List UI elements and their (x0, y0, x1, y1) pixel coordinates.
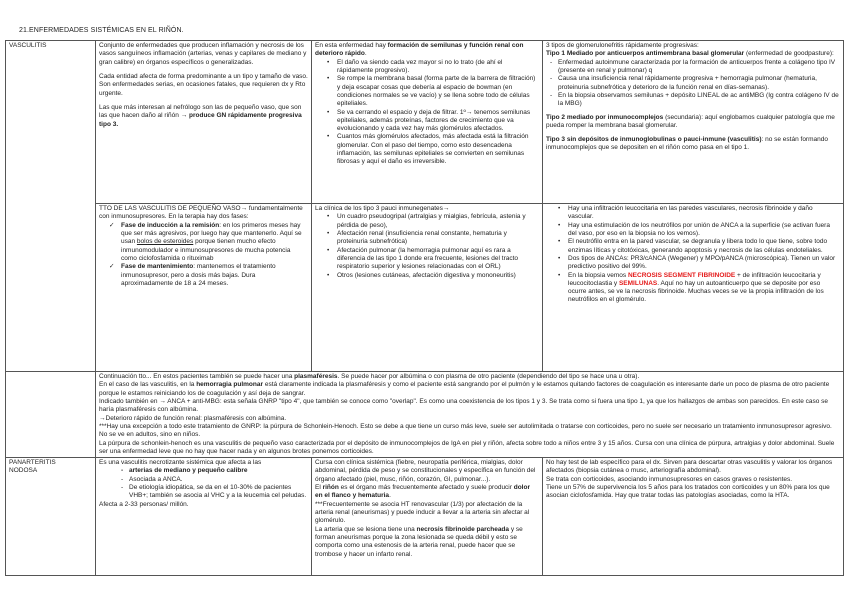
row-label-text: PANARTERITIS (9, 459, 56, 467)
paragraph (315, 484, 539, 501)
text-span: Fase de inducción a la remisión (121, 221, 220, 229)
text-span: : en los primeros meses hay que ser más agresivos, por luego hay que mantenerlo. Aquí se usan (121, 221, 302, 246)
text-span: bolos de esteroides (136, 238, 194, 246)
paragraph: Indicado también en → ANCA + anti-MBG: esta señala GNRP "tipo 4", que también se conoce como "overlap". Es como una coexistencia de los tipos 1 y 3. Se trata como si fuera una tipo 1, ya que los hallazgos de ambas son parecidos. En este caso se haría plasmaféresis con albúmina. (99, 397, 829, 414)
text-span: + de infiltración leucocitaria y leucocitoclastia y (568, 271, 821, 287)
table-row-panarteritis (6, 458, 844, 576)
list-item: • Otros (lesiones cutáneas, afectación digestiva y mononeuritis) (337, 272, 539, 280)
paragraph: Cada entidad afecta de forma predominante a un tipo y tamaño de vaso. Son enfermedades serias, en ocasiones fatales, que requieren dx y Rto urgente. (99, 72, 308, 97)
cell-pan-definition (96, 458, 312, 576)
list-item: • Afectación renal (insuficiencia renal constante, hematuria y proteinuria subnefrótica) (337, 230, 539, 247)
paragraph (546, 114, 840, 131)
bullet-list (315, 213, 539, 280)
text-span: riñón (322, 484, 339, 492)
paragraph: La púrpura de schonlein-henoch es una vasculitis de pequeño vaso caracterizada por el depósito de inmunocomplejos de IgA en piel y riñón, afecta sobre todo a niños entre 3 y 15 años. Cursa con una clínica de púrpura, artralgias y dolor abdominal. Suele ser una enfermedad leve que no hay que hacer nada y en algunos brotes ponemos corticoides. (99, 439, 835, 455)
bullet-list (99, 467, 308, 500)
text-span: En la biopsia vemos (568, 271, 628, 279)
text-span: porque tienen mucho efecto inmunomodulador e inmunosupresores de mucha potencia como ciclofosfamida o rituximab (121, 238, 291, 262)
text-span: NECROSIS SEGMENT FIBRINOIDE (627, 271, 736, 279)
document-title: 21.ENFERMEDADES SISTÉMICAS EN EL RIÑÓN. (19, 27, 184, 34)
text-span: (secundaria): aquí englobamos cualquier patología que me pueda romper la membrana basal glomerular. (546, 113, 835, 129)
list-item: • Dos tipos de ANCAs: PR3/cANCA (Wegener) y MPO/pANCA (microscópica). Tienen un valor predictivo positivo del 99%. (568, 255, 840, 272)
text-span: . Se puede hacer por albúmina o con plasma de otro paciente (dependiendo del tipo se hace una u otra). (337, 373, 640, 380)
table-row-continuation (6, 372, 844, 458)
text-span: es el órgano más frecuentemente afectado y suele producir (338, 484, 514, 492)
text-span: . (389, 492, 391, 500)
arrow-icon: → (240, 205, 248, 212)
list-item: • El daño va siendo cada vez mayor si no lo trato (de ahí el rápidamente progresivo). (337, 59, 539, 76)
bullet-list (315, 59, 539, 167)
text-span: Tipo 2 mediado por inmunocomplejos (546, 113, 664, 121)
cell-pan-clinica (312, 458, 543, 576)
paragraph: Es una vasculitis necrotizante sistémica que afecta a las (99, 459, 262, 467)
cell-vasculitis-definition (96, 41, 312, 204)
paragraph (99, 381, 840, 398)
row-label-panarteritis (6, 458, 96, 576)
cell-clinica-tipo3 (312, 204, 543, 372)
arrow-icon: → (180, 112, 188, 120)
text-span: . (364, 50, 367, 58)
list-item (121, 222, 308, 264)
text-span: La arteria que se lesiona tiene una (315, 525, 417, 533)
text-span: y se forman aneurismas porque la zona lesionada se queda débil y esto se comporta como una estenosis de la arteria renal, puede hacer que se trombose y hacer un infarto renal. (315, 525, 523, 558)
text-span: dolor en el flanco y hematuria (315, 484, 530, 500)
paragraph: No hay test de lab específico para el dx. Sirven para descartar otras vasculitis y valorar los órganos afectados (biopsia cutánea o musc, arteriografía abdominal). (546, 459, 833, 475)
text-span: plasmaféresis (294, 373, 338, 380)
paragraph (546, 50, 840, 58)
list-item: - Enfermedad autoinmune caracterizada por la formación de anticuerpos frente a colágeno tipo IV (presente en renal y pulmonar) q (558, 59, 840, 76)
text-span: produce GN rápidamente progresiva tipo 3. (99, 112, 302, 128)
paragraph: ***Hay una excepción a todo este tratamiento de GNRP: la púrpura de Schonlein-Henoch. Esto se debe a que tiene un curso más leve, suele ser autolimitada o tratarse con corticoides, pero no suele ser necesario un tratamiento inmunosupresor agresivo. No se ve en adultos, sino en niños. (99, 422, 832, 439)
diseases-table (5, 40, 844, 576)
text-span: necrosis fibrinoide parcheada (416, 525, 510, 533)
list-item: • Un cuadro pseudogripal (artralgias y mialgias, febrícula, astenia y pérdida de peso), (337, 213, 539, 230)
paragraph: →Deterioro rápido de función renal: plasmaféresis con albúmina. (99, 414, 287, 422)
paragraph: Se trata con corticoides, asociando inmunosupresores en casos graves o resistentes. (546, 475, 793, 483)
list-item: • Se va cerrando el espacio y deja de filtrar. 1º→ tenemos semilunas epiteliales, además proteínas, factores de crecimiento que va evolucionando y cada vez hay más glomérulos afectados. (337, 109, 539, 134)
text-span: hemorragia pulmonar (196, 381, 264, 389)
paragraph (546, 136, 840, 153)
text-span: Fase de mantenimiento (121, 263, 194, 271)
text-span: formación de semilunas y función renal con deterioro rápido (315, 42, 524, 58)
text-span: Continuación tto... En estos pacientes también se puede hacer una (99, 373, 295, 380)
cell-gnrp-types (543, 41, 844, 204)
table-row-vasculitis (6, 41, 844, 204)
list-item: • Hay una infiltración leucocitaria en las paredes vasculares, necrosis fibrinoide y daño vascular. (568, 205, 840, 222)
bullet-list (546, 205, 840, 305)
text-span: En esta enfermedad hay (315, 42, 388, 49)
list-item: - arterias de mediano y pequeño calibre (129, 467, 308, 475)
paragraph (315, 205, 539, 213)
row-label-text: VASCULITIS (9, 42, 47, 49)
list-item: - Causa una insuficiencia renal rápidamente progresiva + hemorragia pulmonar (hematuria, proteinuria subnefrótica y deterioro de la función renal en días-semanas). (558, 75, 840, 92)
paragraph: Conjunto de enfermedades que producen inflamación y necrosis de los vasos sanguíneos inflamación (arterias, venas y capilares de mediano y gran calibre) en órganos específicos o generalizadas. (99, 42, 307, 66)
check-list (99, 222, 308, 289)
bullet-list (546, 59, 840, 109)
text-span: fundamentalmente con inmunosupresores. En la terapia hay dos fases: (99, 205, 303, 221)
row-label-vasculitis (6, 41, 96, 372)
cell-treatment (96, 204, 312, 372)
text-span: Tipo 3 sin depósitos de inmunoglobulinas o pauci-inmune (vasculitis) (546, 136, 762, 144)
row-label-text: NODOSA (9, 467, 38, 475)
paragraph: ***Frecuentemente se asocia HT renovascular (1/3) por afectación de la arteria renal (aneurismas) y puede inducir a llevar a la arteria sin afectar al glomérulo. (315, 500, 530, 525)
text-span: . Aquí no hay un autoanticuerpo que se deposite por eso ocurre antes, se ve la necrosis fibrinoide. Muchas veces se ve la propia infiltración de los neutrófilos en el glomérulo. (568, 279, 824, 304)
cell-anca-mechanism (543, 204, 844, 372)
cell-continuation (96, 372, 844, 458)
list-item: • Hay una estimulación de los neutrófilos por unión de ANCA a la superficie (se activan fuera del vaso, por eso en la biopsia no los vemos). (568, 222, 840, 239)
list-item: • Cuantos más glomérulos afectados, más afectada está la filtración glomerular. Con el paso del tiempo, como esto desencadena inflamación, las semilunas epiteliales se convierten en semilunas fibrosas y aquí el daño es irreversible. (337, 133, 539, 166)
list-item: - Asociada a ANCA. (129, 476, 308, 484)
cell-empty-label (6, 372, 96, 458)
list-item: - En la biopsia observamos semilunas + depósito LINEAL de ac antiMBG (Ig contra colágeno IV de la MBG) (558, 92, 840, 109)
text-span: SEMILUNAS (618, 279, 658, 287)
list-item (121, 263, 308, 288)
list-item: • El neutrófilo entra en la pared vascular, se degranula y libera todo lo que tiene, sobre todo enzimas líticas y citotóxicas, generando apoptosis y necrosis de las células endoteliales. (568, 238, 840, 255)
list-item: • Afectación pulmonar (la hemorragia pulmonar aquí es rara a diferencia de las tipo 1 donde era frecuente, lesiones del tracto respiratorio superior y lesiones relacionadas con el ORL) (337, 247, 539, 272)
cell-semilunas (312, 41, 543, 204)
paragraph: Cursa con clínica sistémica (fiebre, neuropatía periférica, mialgias, dolor abdominal, pérdida de peso y se constitucionales y específica en función del órgano afectado (piel, musc, riñón, corazón, GI, pulmonar...). (315, 459, 536, 483)
paragraph (315, 526, 539, 559)
paragraph (99, 104, 308, 129)
text-span: : no se están formando inmunocomplejos que se depositen en el riñón como pasa en el tipo 1. (546, 136, 828, 152)
paragraph: Afecta a 2-33 personas/ millón. (99, 500, 189, 508)
text-span: Las que más interesan al nefrólogo son las de pequeño vaso, que son las que hacen daño al riñón (99, 103, 302, 120)
text-span: : mantenemos el tratamiento inmunosupresor, pero a dosis más bajas. Dura aproximadamente de 18 a 24 meses. (121, 263, 276, 287)
arrow-icon: → (442, 205, 450, 212)
text-span: En el caso de las vasculitis, en la (99, 381, 197, 389)
text-span: La clínica de los tipo 3 pauci inmunegenates (315, 205, 443, 212)
text-span: Tipo 1 Mediado por anticuerpos antimembrana basal glomerular (546, 50, 745, 58)
cell-pan-diagnostico (543, 458, 844, 576)
text-span: El (315, 484, 323, 492)
paragraph: Tiene un 57% de supervivencia los 5 años para los tratados con corticoides y un 80% para los que asocian ciclofosfamida. Hay que tratar todas las patologías asociadas, como la HTA. (546, 484, 830, 500)
paragraph (99, 205, 308, 222)
table-row-vasculitis-2 (6, 204, 844, 372)
list-item (568, 272, 840, 305)
text-span: (enfermedad de goodpasture): (744, 50, 834, 58)
list-item: • Se rompe la membrana basal (forma parte de la barrera de filtración) y deja escapar cosas que debería al espacio de bowman (en condiciones normales se ve vacío) y se llena sobre todo de células epiteliales. (337, 75, 539, 108)
list-item: - De etiología idiopática, se da en el 10-30% de pacientes VHB+; también se asocia al VHC y a la leucemia cel peludas. (129, 484, 308, 501)
text-span: está claramente indicada la plasmaféresis y como el paciente está sangrando por el pulmón y le estamos quitando factores de coagulación es interesante darle un poco de plasma de otro paciente porque le estamos reiniciando los de coagulación y así deja de sangrar. (99, 381, 830, 397)
text-span: TTO DE LAS VASCULITIS DE PEQUEÑO VASO (99, 205, 241, 212)
paragraph (315, 42, 539, 59)
paragraph: 3 tipos de glomerulonefritis rápidamente progresivas: (546, 42, 699, 49)
paragraph (99, 373, 840, 381)
